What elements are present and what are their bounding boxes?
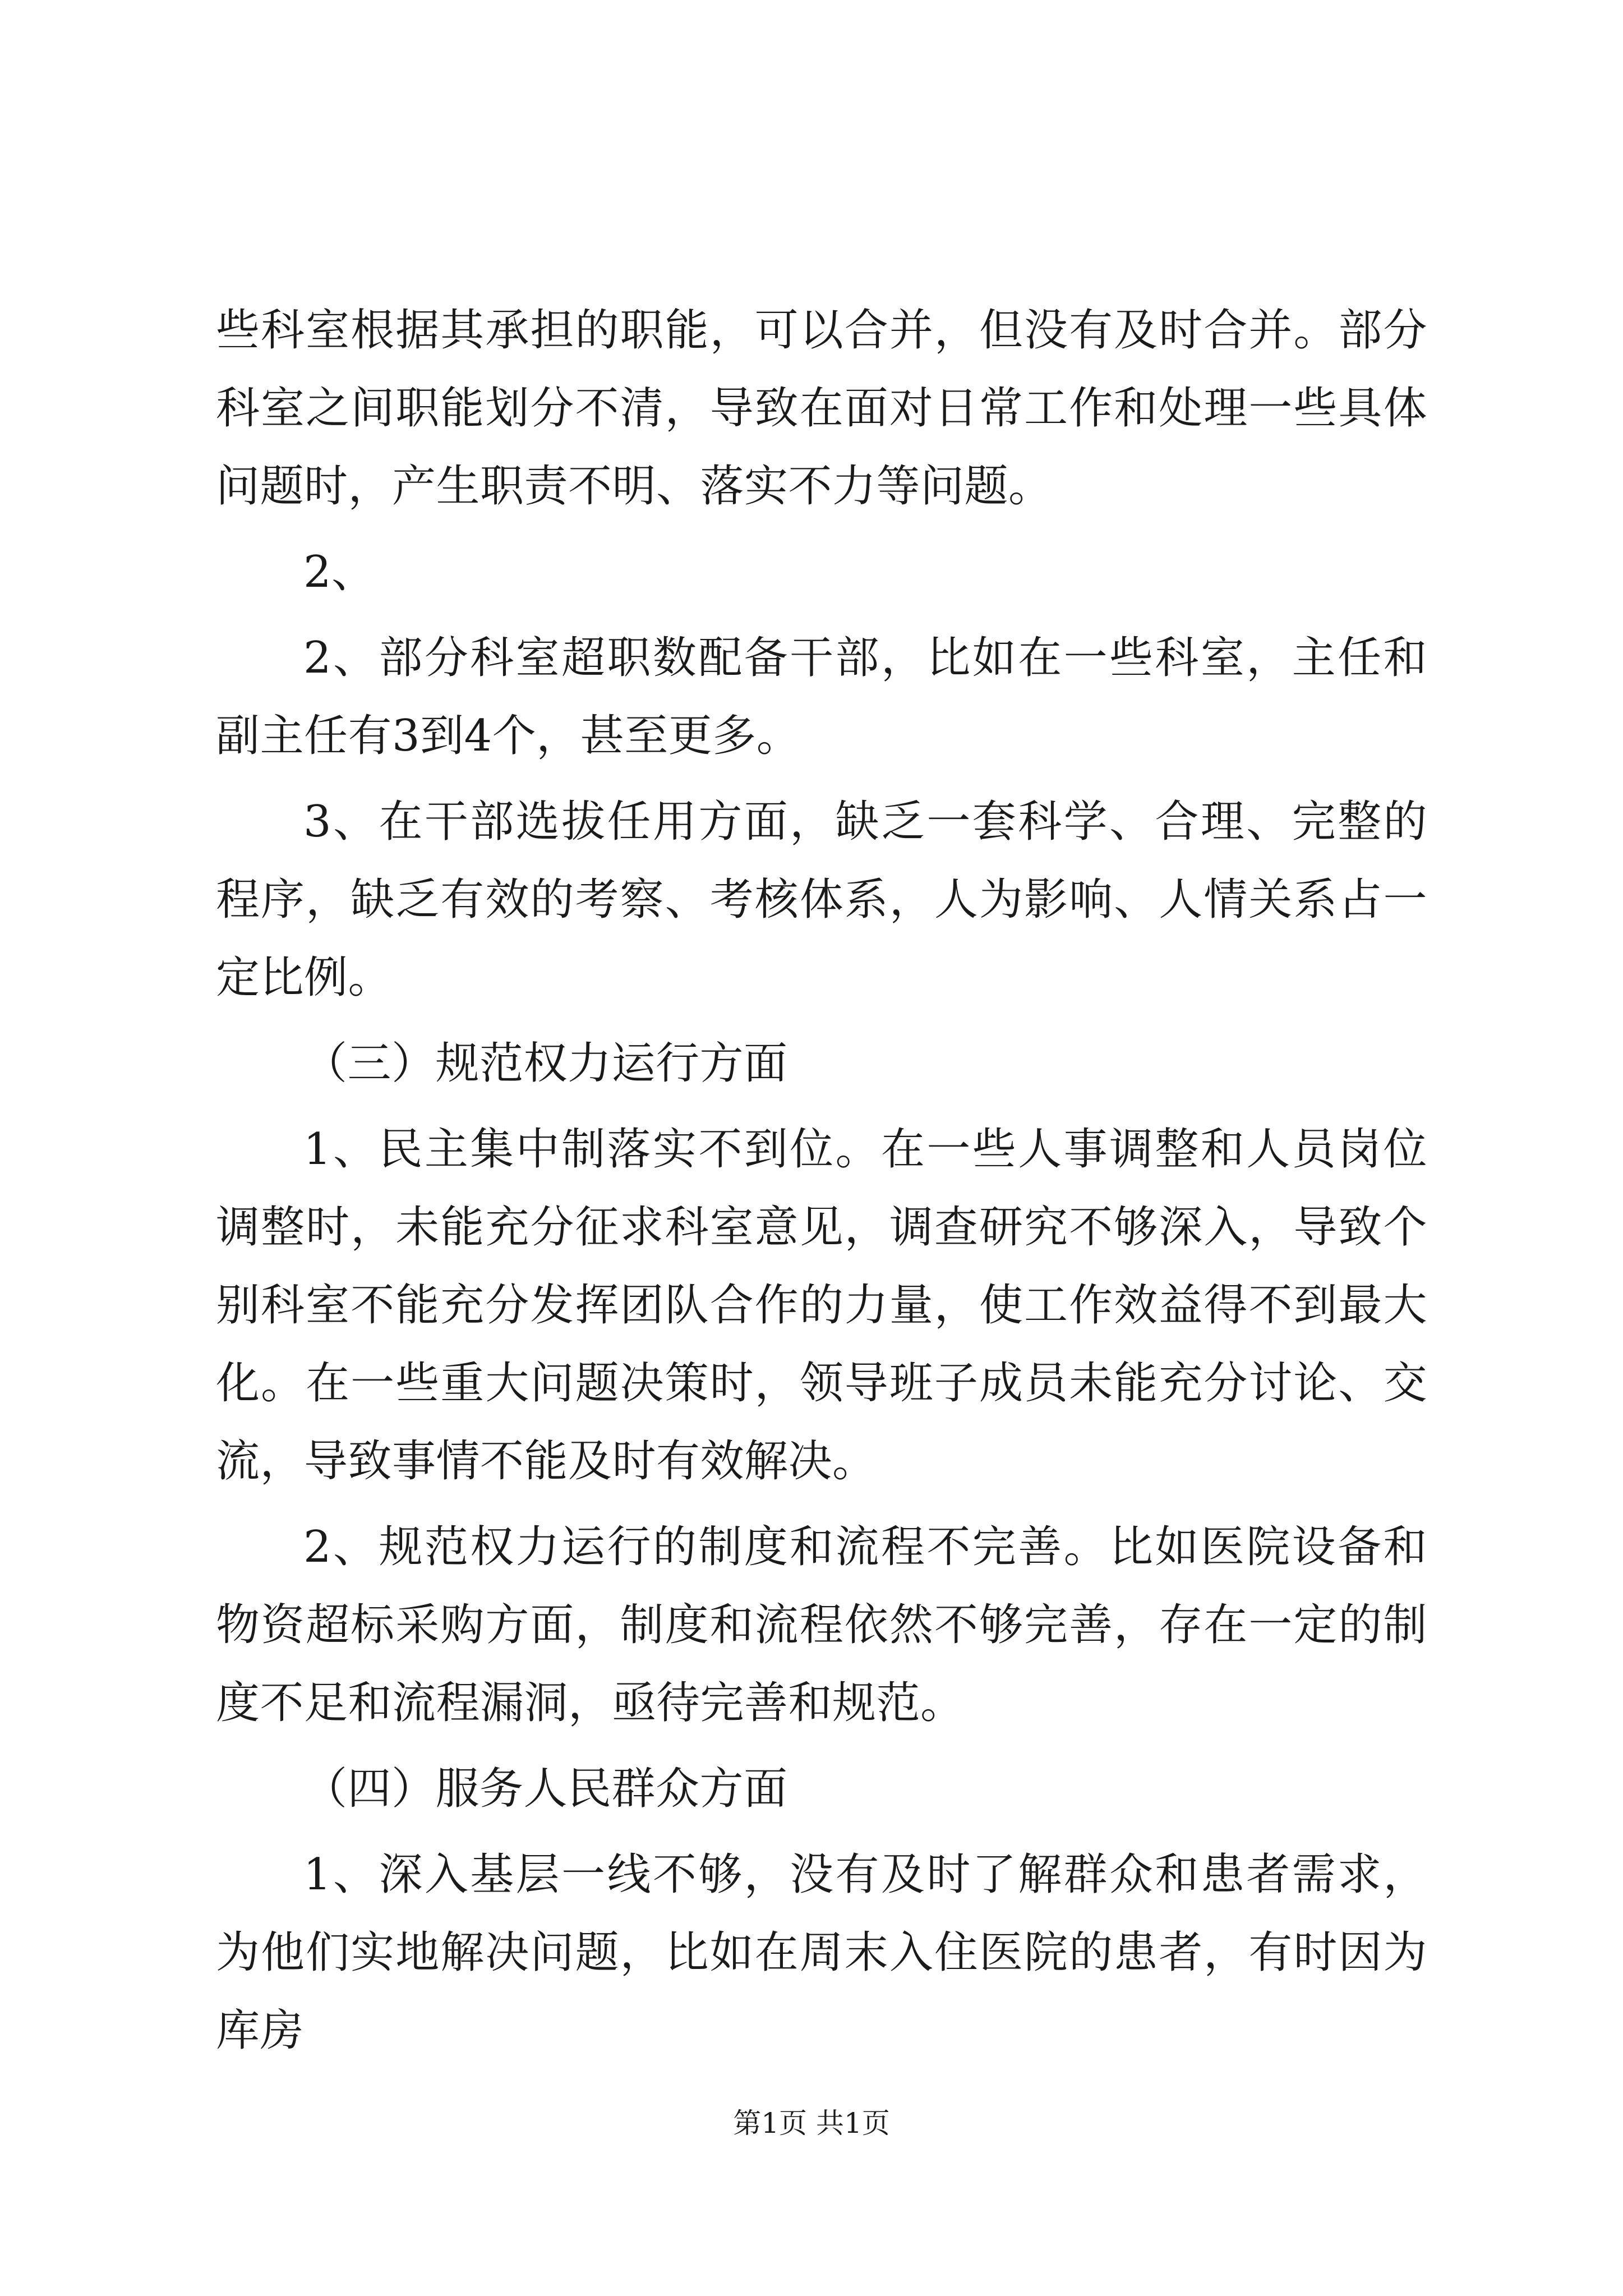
paragraph-section3-item-2: 2、规范权力运行的制度和流程不完善。比如医院设备和物资超标采购方面，制度和流程依然不够完善，存在一定的制度不足和流程漏洞，亟待完善和规范。: [216, 1522, 1427, 1728]
paragraph-item-2: 2、部分科室超职数配备干部，比如在一些科室，主任和副主任有3到4个，甚至更多。: [216, 633, 1427, 761]
document-body: [216, 292, 1427, 2078]
page-footer: [0, 2101, 1623, 2141]
page-number-label: 第1页 共1页: [733, 2107, 890, 2139]
section-heading-4: （四）服务人民群众方面: [303, 1764, 788, 1814]
paragraph-section3-item-1: 1、民主集中制落实不到位。在一些人事调整和人员岗位调整时，未能充分征求科室意见，调查研究不够深入，导致个别科室不能充分发挥团队合作的力量，使工作效益得不到最大化。在一些重大问题决策时，领导班子成员未能充分讨论、交流，导致事情不能及时有效解决。: [216, 1124, 1427, 1487]
paragraph-item-2-fragment: 2、: [303, 547, 376, 597]
paragraph-section4-item-1: 1、深入基层一线不够，没有及时了解群众和患者需求，为他们实地解决问题，比如在周末入住医院的患者，有时因为库房: [216, 1849, 1427, 2056]
paragraph-continuation: 些科室根据其承担的职能，可以合并，但没有及时合并。部分科室之间职能划分不清，导致在面对日常工作和处理一些具体问题时，产生职责不明、落实不力等问题。: [216, 305, 1427, 512]
section-heading-3: （三）规范权力运行方面: [303, 1038, 788, 1089]
paragraph-item-3: 3、在干部选拔任用方面，缺乏一套科学、合理、完整的程序，缺乏有效的考察、考核体系，人为影响、人情关系占一定比例。: [216, 797, 1427, 1003]
